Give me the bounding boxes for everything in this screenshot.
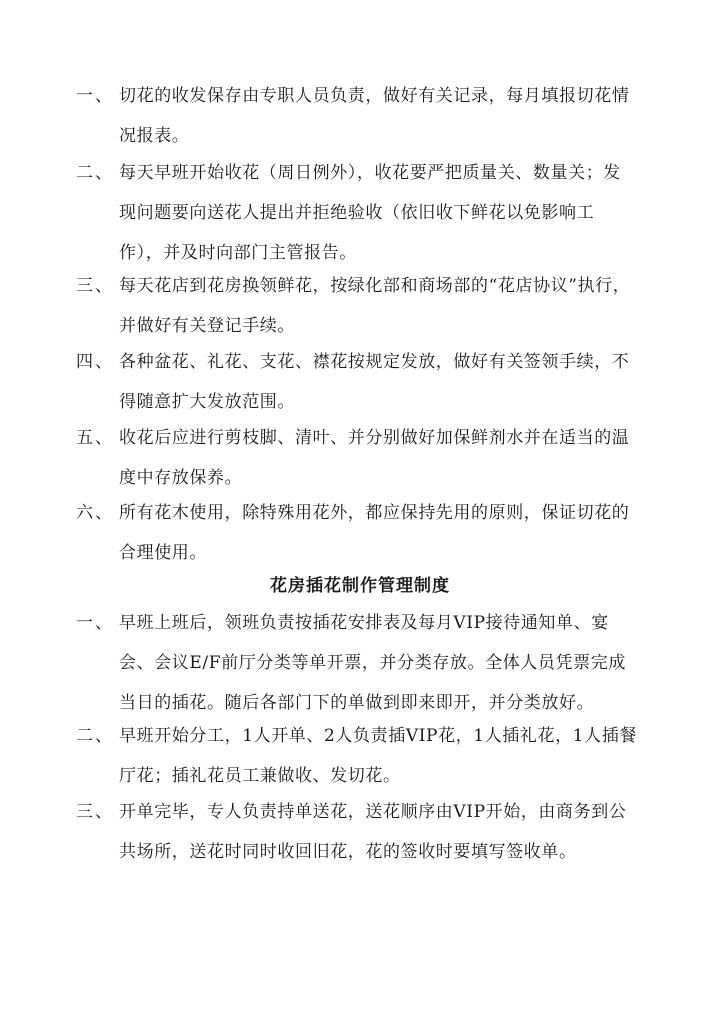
item-text: 所有花木使用，除特殊用花外，都应保持先用的原则，保证切花的合理使用。	[119, 503, 630, 563]
item-number: 一、	[76, 613, 114, 633]
item-number: 三、	[76, 276, 114, 296]
item-text: 切花的收发保存由专职人员负责，做好有关记录，每月填报切花情况报表。	[119, 86, 630, 146]
item-text: 各种盆花、礼花、支花、襟花按规定发放，做好有关签领手续，不得随意扩大发放范围。	[119, 352, 630, 412]
item-text: 开单完毕，专人负责持单送花，送花顺序由VIP开始，由商务到公共场所，送花时同时收回旧花，花的签收时要填写签收单。	[119, 802, 627, 862]
item-number: 六、	[76, 503, 114, 523]
item-number: 四、	[76, 352, 114, 372]
item-number: 三、	[76, 802, 114, 822]
item-text: 每天花店到花房换领鲜花，按绿化部和商场部的“花店协议”执行，并做好有关登记手续。	[119, 276, 631, 336]
item-number: 一、	[76, 86, 114, 106]
section-title: 花房插花制作管理制度	[270, 576, 450, 596]
item-text: 每天早班开始收花（周日例外），收花要严把质量关、数量关；发现问题要向送花人提出并拒绝验收（依旧收下鲜花以免影响工作），并及时向部门主管报告。	[119, 163, 621, 263]
item-text: 早班上班后，领班负责按插花安排表及每月VIP接待通知单、宴会、会议E/F前厅分类等单开票，并分类存放。全体人员凭票完成当日的插花。随后各部门下的单做到即来即开，并分类放好。	[119, 613, 626, 713]
item-number: 二、	[76, 163, 114, 183]
item-text: 早班开始分工，1人开单、2人负责插VIP花，1人插礼花，1人插餐厅花；插礼花员工兼做收、发切花。	[119, 726, 637, 786]
item-text: 收花后应进行剪枝脚、清叶、并分别做好加保鲜剂水并在适当的温度中存放保养。	[119, 428, 630, 488]
item-number: 二、	[76, 726, 114, 746]
item-number: 五、	[76, 428, 114, 448]
